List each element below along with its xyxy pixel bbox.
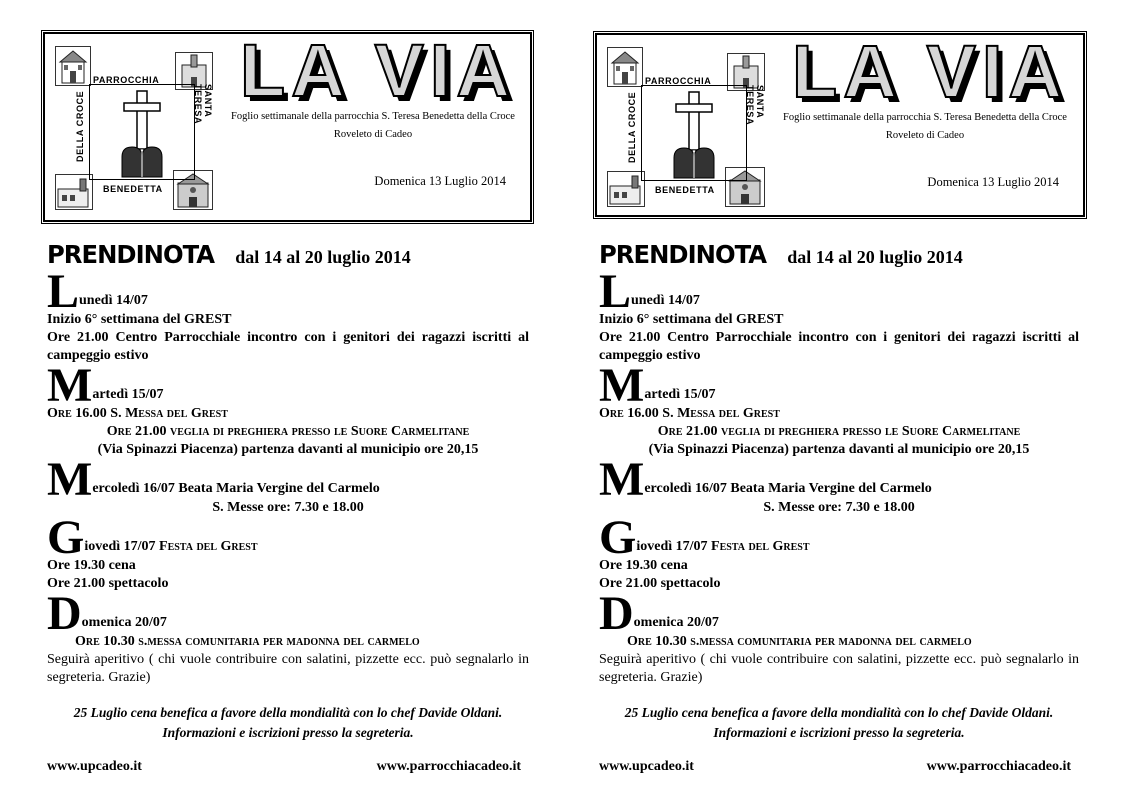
- event-line: Ore 10.30 s.messa comunitaria per madonna del carmelo: [75, 634, 420, 649]
- emblem-word-top: PARROCCHIA: [93, 75, 160, 85]
- day-block-domenica: [599, 587, 1079, 687]
- cross-icon: [90, 85, 194, 179]
- drop-cap: D: [47, 587, 82, 640]
- issue-date: Domenica 13 Luglio 2014: [374, 174, 506, 188]
- event-text: Ore 21.00 veglia di preghiera presso le Suore Carmelitane: [106, 424, 470, 439]
- schedule: [599, 240, 1079, 775]
- cross-frame: [89, 84, 195, 180]
- event-line: [599, 423, 1079, 441]
- drop-cap: G: [47, 511, 85, 564]
- prendinota-label: PRENDINOTA: [47, 240, 215, 269]
- event-line: Seguirà aperitivo ( chi vuole contribuire con salatini, pizzette ecc. può segnalarlo in segreteria. Grazie): [47, 652, 529, 685]
- day-title: artedì 15/07: [92, 387, 164, 402]
- announcement-line: 25 Luglio cena benefica a favore della mondialità con lo chef Davide Oldani.: [73, 705, 503, 720]
- announcement: [47, 703, 529, 743]
- masthead: [595, 30, 1085, 217]
- church-icon: [55, 46, 91, 86]
- day-title: unedì 14/07: [631, 293, 700, 308]
- subtitle-line: Roveleto di Cadeo: [333, 129, 413, 140]
- day-block-mercoledi: [599, 453, 1079, 517]
- event-line: Ore 21.00 Centro Parrocchiale incontro con i genitori dei ragazzi iscritti al campeggio estivo: [47, 330, 529, 363]
- prendinota-heading: [47, 240, 529, 269]
- church-icon: [607, 47, 643, 87]
- day-title-text: iovedì 17/07: [84, 539, 160, 554]
- subtitle: [223, 108, 523, 144]
- day-title-text: iovedì 17/07: [636, 539, 712, 554]
- drop-cap: L: [47, 265, 80, 318]
- footer: [599, 759, 1079, 775]
- event-line: Ore 19.30 cena: [599, 558, 688, 573]
- parish-emblem: [607, 47, 765, 212]
- website-link[interactable]: www.upcadeo.it: [47, 759, 142, 774]
- day-title: artedì 15/07: [644, 387, 716, 402]
- day-block-domenica: [47, 587, 529, 687]
- announcement-line: Informazioni e iscrizioni presso la segreteria.: [162, 725, 414, 740]
- cross-frame: [641, 85, 747, 181]
- logo-title: LA VIA: [792, 30, 1068, 113]
- event-line: Inizio 6° settimana del GREST: [47, 312, 232, 327]
- cross-icon: [642, 86, 746, 180]
- website-link[interactable]: www.parrocchiacadeo.it: [376, 759, 521, 774]
- drop-cap: M: [47, 453, 93, 506]
- emblem-word-top: PARROCCHIA: [645, 76, 712, 86]
- parish-emblem: [55, 46, 213, 211]
- church-icon: [607, 171, 645, 207]
- announcement-line: Informazioni e iscrizioni presso la segreteria.: [713, 725, 965, 740]
- event-line: Seguirà aperitivo ( chi vuole contribuire con salatini, pizzette ecc. può segnalarlo in segreteria. Grazie): [599, 652, 1079, 685]
- day-title: unedì 14/07: [79, 293, 148, 308]
- website-link[interactable]: www.parrocchiacadeo.it: [926, 759, 1071, 774]
- event-line: (Via Spinazzi Piacenza) partenza davanti al municipio ore 20,15: [97, 442, 479, 457]
- footer: [47, 759, 529, 775]
- day-block-mercoledi: [47, 453, 529, 517]
- emblem-word-left: DELLA CROCE: [627, 91, 637, 163]
- prendinota-heading: [599, 240, 1079, 269]
- schedule: [47, 240, 529, 775]
- prendinota-range: dal 14 al 20 luglio 2014: [787, 247, 963, 267]
- subtitle: [775, 109, 1075, 145]
- day-title-event: Festa del Grest: [711, 539, 810, 554]
- event-line: Ore 21.00 spettacolo: [599, 576, 721, 591]
- day-block-lunedi: [47, 265, 529, 365]
- emblem-word-right: SANTA TERESA: [193, 84, 213, 125]
- event-line: S. Messe ore: 7.30 e 18.00: [763, 500, 915, 515]
- day-block-martedi: [599, 359, 1079, 459]
- event-line: Ore 10.30 s.messa comunitaria per madonna del carmelo: [627, 634, 972, 649]
- event-line: Ore 16.00 S. Messa del Grest: [47, 406, 228, 421]
- drop-cap: D: [599, 587, 634, 640]
- day-block-giovedi: [47, 511, 529, 593]
- drop-cap: M: [599, 453, 645, 506]
- subtitle-line: Foglio settimanale della parrocchia S. Teresa Benedetta della Croce: [783, 112, 1067, 123]
- event-line: Ore 19.30 cena: [47, 558, 136, 573]
- website-link[interactable]: www.upcadeo.it: [599, 759, 694, 774]
- bulletin-right: [561, 0, 1122, 793]
- day-title: omenica 20/07: [633, 615, 719, 630]
- day-block-lunedi: [599, 265, 1079, 365]
- event-line: Ore 16.00 S. Messa del Grest: [599, 406, 780, 421]
- issue-date: Domenica 13 Luglio 2014: [927, 175, 1059, 189]
- event-line: Ore 21.00 Centro Parrocchiale incontro con i genitori dei ragazzi iscritti al campeggio estivo: [599, 330, 1079, 363]
- day-title-event: Festa del Grest: [159, 539, 258, 554]
- masthead: [43, 29, 532, 222]
- day-title: [636, 539, 809, 555]
- subtitle-line: Foglio settimanale della parrocchia S. Teresa Benedetta della Croce: [231, 111, 515, 122]
- subtitle-line: Roveleto di Cadeo: [885, 130, 965, 141]
- event-line: [47, 423, 529, 441]
- day-title: omenica 20/07: [81, 615, 167, 630]
- emblem-word-bottom: BENEDETTA: [655, 185, 715, 195]
- day-title: ercoledì 16/07 Beata Maria Vergine del Carmelo: [644, 481, 932, 496]
- logo-title: LA VIA: [240, 29, 516, 112]
- day-title: [84, 539, 257, 555]
- church-icon: [55, 174, 93, 210]
- prendinota-range: dal 14 al 20 luglio 2014: [235, 247, 411, 267]
- emblem-word-right: SANTA TERESA: [745, 85, 765, 126]
- emblem-word-left: DELLA CROCE: [75, 90, 85, 162]
- event-line: (Via Spinazzi Piacenza) partenza davanti al municipio ore 20,15: [648, 442, 1030, 457]
- drop-cap: G: [599, 511, 637, 564]
- announcement: [599, 703, 1079, 743]
- event-line: S. Messe ore: 7.30 e 18.00: [212, 500, 364, 515]
- emblem-word-bottom: BENEDETTA: [103, 184, 163, 194]
- day-title: ercoledì 16/07 Beata Maria Vergine del Carmelo: [92, 481, 380, 496]
- drop-cap: M: [599, 359, 645, 412]
- day-block-martedi: [47, 359, 529, 459]
- event-line: Inizio 6° settimana del GREST: [599, 312, 784, 327]
- drop-cap: M: [47, 359, 93, 412]
- prendinota-label: PRENDINOTA: [599, 240, 767, 269]
- day-block-giovedi: [599, 511, 1079, 593]
- announcement-line: 25 Luglio cena benefica a favore della mondialità con lo chef Davide Oldani.: [624, 705, 1054, 720]
- drop-cap: L: [599, 265, 632, 318]
- event-text: Ore 21.00 veglia di preghiera presso le Suore Carmelitane: [657, 424, 1021, 439]
- event-line: Ore 21.00 spettacolo: [47, 576, 169, 591]
